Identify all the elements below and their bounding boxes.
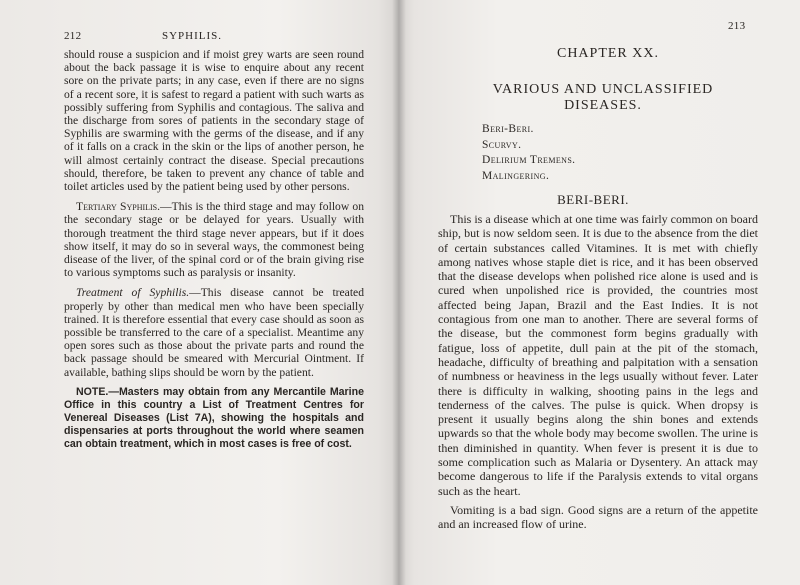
tertiary-syphilis-heading: Tertiary Syphilis. — [76, 200, 161, 214]
book-gutter — [392, 0, 406, 585]
left-page-body — [64, 48, 364, 458]
treatment-text: —This disease cannot be treated properly by other than medical men who have been specially trained. It is therefore essential that every case should as soon as possible be transferred to the care of a specialist. Meantime any open sores such as those about the private parts and round the back passage should be smeared with Mercurial Ointment. If available, bathing slips should be worn by the patient. — [64, 286, 364, 379]
paragraph-beri-beri: This is a disease which at one time was fairly common on board ship, but is now seldom seen. It is due to the absence from the diet of certain substances called Vitamines. It is met with chiefly among natives whose staple diet is rice, and it has been observed that the disease develops when polished rice alone is used and is cured when unpolished rice is provided, the countries most affected being Japan, Brazil and the East Indies. It is not contagious from one man to another. There are several forms of the disease, but the commonest form begins gradually with fatigue, loss of appetite, dull pain at the pit of the stomach, headache, difficulty of breathing and palpitation with a sensation of numbness or heaviness in the legs usually without fever. Later there is difficulty in walking, shooting pains in the legs and tenderness of the calves. The pulse is quick. When dropsy is present it usually begins along the shin bones and extends upwards so that the whole body may become swollen. The urine is then diminished in quantity. When fever is present it is due to some complication such as Malaria or Dysentery. An attack may become dangerous to life if the Paralysis extends to vital organs such as the heart. — [438, 212, 758, 498]
running-head: SYPHILIS. — [162, 30, 223, 42]
right-page — [398, 0, 800, 585]
contents-item: Beri-Beri. — [482, 123, 534, 135]
right-page-body — [438, 212, 758, 537]
paragraph-tertiary-syphilis — [64, 200, 364, 279]
page-number: 213 — [728, 20, 746, 32]
tertiary-syphilis-text: —This is the third stage and may follow on the secondary stage or be delayed for years. Usually with thorough treatment the third stage never appears, but if it does show itself, it may do so in several ways, the commonest being disease of the liver, of the spinal cord or of the brain giving rise to various symptoms such as paralysis or insanity. — [64, 200, 364, 280]
contents-item: Scurvy. — [482, 138, 522, 151]
chapter-contents-list — [482, 122, 575, 184]
chapter-heading: CHAPTER XX. — [556, 46, 659, 61]
section-heading: BERI-BERI. — [557, 192, 629, 207]
paragraph-signs: Vomiting is a bad sign. Good signs are a return of the appetite and an increased flow of urine. — [438, 502, 758, 532]
contents-item: Malingering. — [482, 169, 550, 182]
left-page — [0, 0, 398, 585]
page-number: 212 — [64, 30, 82, 42]
note-paragraph: NOTE.—Masters may obtain from any Mercantile Marine Office in this country a List of Treatment Centres for Venereal Diseases (List 7A), showing the hospitals and dispensaries at ports throughout the world where seamen can obtain treatment, which in most cases is free of cost. — [64, 385, 364, 450]
paragraph-treatment — [64, 286, 364, 378]
treatment-heading: Treatment of Syphilis. — [76, 286, 190, 300]
contents-item: Delirium Tremens. — [482, 154, 576, 166]
chapter-title: VARIOUS AND UNCLASSIFIED DISEASES. — [492, 82, 714, 113]
paragraph-syphilis-contagion: should rouse a suspicion and if moist grey warts are seen round about the back passage it is wise to enquire about any recent sore on the private parts; in any case, even if there are no signs of a recent sore, it is safest to regard a patient with such warts as possibly suffering from Syphilis and contagious. The saliva and the discharge from sores of patients in the secondary stage of Syphilis are swarming with the germs of the disease, and if any of it falls on a crack in the skin or the lips of another person, he will almost certainly contract the disease. Special precautions should, therefore, be taken to prevent any chance of table and toilet articles used by the patient being used by other persons. — [64, 48, 364, 194]
